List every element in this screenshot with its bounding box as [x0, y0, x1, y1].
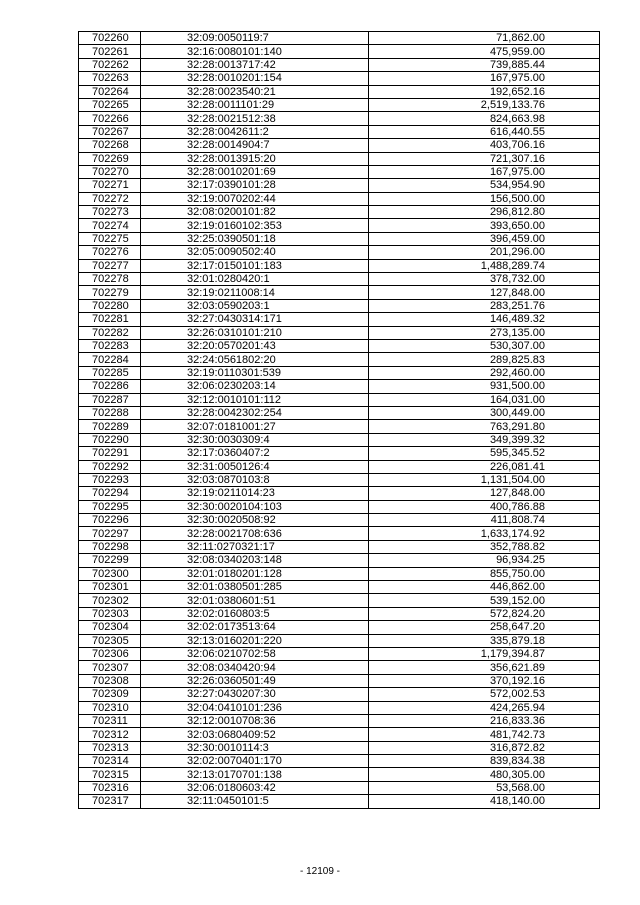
table-row [79, 755, 600, 768]
value-cell: 855,750.00 [369, 567, 600, 580]
row-id-cell: 702265 [79, 98, 141, 111]
value-cell: 283,251.76 [369, 299, 600, 312]
value-cell: 146,489.32 [369, 313, 600, 326]
row-id-cell: 702261 [79, 45, 141, 58]
value-cell: 226,081.41 [369, 460, 600, 473]
row-id-cell: 702307 [79, 661, 141, 674]
value-cell: 289,825.83 [369, 353, 600, 366]
row-id-cell: 702270 [79, 165, 141, 178]
cadastral-number-cell: 32:12:0010708:36 [141, 714, 369, 727]
value-cell: 1,633,174.92 [369, 527, 600, 540]
table-row [79, 393, 600, 406]
cadastral-number-cell: 32:30:0030309:4 [141, 433, 369, 446]
row-id-cell: 702297 [79, 527, 141, 540]
row-id-cell: 702268 [79, 139, 141, 152]
cadastral-number-cell: 32:08:0340203:148 [141, 554, 369, 567]
cadastral-number-cell: 32:28:0021512:38 [141, 112, 369, 125]
value-cell: 201,296.00 [369, 246, 600, 259]
table-row [79, 714, 600, 727]
row-id-cell: 702267 [79, 125, 141, 138]
table-row [79, 125, 600, 138]
value-cell: 481,742.73 [369, 728, 600, 741]
table-row [79, 219, 600, 232]
cadastral-number-cell: 32:02:0070401:170 [141, 755, 369, 768]
cadastral-number-cell: 32:19:0110301:539 [141, 366, 369, 379]
table-row [79, 420, 600, 433]
table-row [79, 460, 600, 473]
value-cell: 349,399.32 [369, 433, 600, 446]
value-cell: 411,808.74 [369, 514, 600, 527]
cadastral-number-cell: 32:20:0570201:43 [141, 339, 369, 352]
value-cell: 763,291.80 [369, 420, 600, 433]
value-cell: 258,647.20 [369, 621, 600, 634]
table-row [79, 634, 600, 647]
row-id-cell: 702313 [79, 741, 141, 754]
row-id-cell: 702288 [79, 406, 141, 419]
cadastral-number-cell: 32:11:0270321:17 [141, 540, 369, 553]
row-id-cell: 702272 [79, 192, 141, 205]
table-row [79, 313, 600, 326]
value-cell: 300,449.00 [369, 406, 600, 419]
row-id-cell: 702291 [79, 447, 141, 460]
row-id-cell: 702312 [79, 728, 141, 741]
cadastral-number-cell: 32:19:0070202:44 [141, 192, 369, 205]
table-row [79, 273, 600, 286]
row-id-cell: 702281 [79, 313, 141, 326]
data-table [78, 31, 600, 809]
value-cell: 475,959.00 [369, 45, 600, 58]
cadastral-number-cell: 32:28:0011101:29 [141, 98, 369, 111]
table-row [79, 768, 600, 781]
cadastral-number-cell: 32:03:0870103:8 [141, 473, 369, 486]
table-row [79, 259, 600, 272]
row-id-cell: 702266 [79, 112, 141, 125]
row-id-cell: 702283 [79, 339, 141, 352]
cadastral-number-cell: 32:06:0230203:14 [141, 380, 369, 393]
cadastral-number-cell: 32:03:0680409:52 [141, 728, 369, 741]
row-id-cell: 702260 [79, 32, 141, 45]
table-row [79, 179, 600, 192]
cadastral-number-cell: 32:31:0050126:4 [141, 460, 369, 473]
table-row [79, 32, 600, 45]
row-id-cell: 702276 [79, 246, 141, 259]
table-row [79, 674, 600, 687]
cadastral-number-cell: 32:19:0211008:14 [141, 286, 369, 299]
table-row [79, 607, 600, 620]
cadastral-number-cell: 32:26:0360501:49 [141, 674, 369, 687]
table-row [79, 581, 600, 594]
value-cell: 739,885.44 [369, 58, 600, 71]
row-id-cell: 702311 [79, 714, 141, 727]
table-row [79, 299, 600, 312]
cadastral-number-cell: 32:24:0561802:20 [141, 353, 369, 366]
cadastral-number-cell: 32:11:0450101:5 [141, 795, 369, 808]
row-id-cell: 702262 [79, 58, 141, 71]
value-cell: 53,568.00 [369, 781, 600, 794]
cadastral-number-cell: 32:30:0020508:92 [141, 514, 369, 527]
table-row [79, 72, 600, 85]
value-cell: 1,179,394.87 [369, 647, 600, 660]
cadastral-number-cell: 32:28:0042611:2 [141, 125, 369, 138]
table-row [79, 246, 600, 259]
row-id-cell: 702284 [79, 353, 141, 366]
table-row [79, 139, 600, 152]
row-id-cell: 702306 [79, 647, 141, 660]
row-id-cell: 702294 [79, 487, 141, 500]
value-cell: 356,621.89 [369, 661, 600, 674]
value-cell: 534,954.90 [369, 179, 600, 192]
cadastral-number-cell: 32:01:0380601:51 [141, 594, 369, 607]
cadastral-number-cell: 32:12:0010101:112 [141, 393, 369, 406]
row-id-cell: 702274 [79, 219, 141, 232]
table-row [79, 447, 600, 460]
row-id-cell: 702301 [79, 581, 141, 594]
table-row [79, 98, 600, 111]
table-row [79, 728, 600, 741]
row-id-cell: 702299 [79, 554, 141, 567]
cadastral-number-cell: 32:30:0020104:103 [141, 500, 369, 513]
table-row [79, 45, 600, 58]
value-cell: 1,131,504.00 [369, 473, 600, 486]
value-cell: 71,862.00 [369, 32, 600, 45]
row-id-cell: 702280 [79, 299, 141, 312]
table-row [79, 647, 600, 660]
value-cell: 616,440.55 [369, 125, 600, 138]
table-row [79, 487, 600, 500]
table-row [79, 795, 600, 808]
cadastral-number-cell: 32:16:0080101:140 [141, 45, 369, 58]
value-cell: 352,788.82 [369, 540, 600, 553]
cadastral-number-cell: 32:08:0200101:82 [141, 206, 369, 219]
table-row [79, 112, 600, 125]
value-cell: 396,459.00 [369, 232, 600, 245]
row-id-cell: 702282 [79, 326, 141, 339]
cadastral-number-cell: 32:17:0390101:28 [141, 179, 369, 192]
table-row [79, 554, 600, 567]
value-cell: 572,002.53 [369, 688, 600, 701]
table-body [79, 32, 600, 809]
table-row [79, 500, 600, 513]
cadastral-number-cell: 32:05:0090502:40 [141, 246, 369, 259]
table-row [79, 594, 600, 607]
cadastral-number-cell: 32:28:0010201:69 [141, 165, 369, 178]
value-cell: 418,140.00 [369, 795, 600, 808]
row-id-cell: 702305 [79, 634, 141, 647]
table-row [79, 621, 600, 634]
cadastral-number-cell: 32:03:0590203:1 [141, 299, 369, 312]
value-cell: 167,975.00 [369, 72, 600, 85]
row-id-cell: 702303 [79, 607, 141, 620]
value-cell: 539,152.00 [369, 594, 600, 607]
value-cell: 273,135.00 [369, 326, 600, 339]
value-cell: 931,500.00 [369, 380, 600, 393]
cadastral-number-cell: 32:01:0280420:1 [141, 273, 369, 286]
cadastral-number-cell: 32:27:0430314:171 [141, 313, 369, 326]
value-cell: 292,460.00 [369, 366, 600, 379]
table-row [79, 58, 600, 71]
table-row [79, 152, 600, 165]
value-cell: 127,848.00 [369, 487, 600, 500]
value-cell: 296,812.80 [369, 206, 600, 219]
value-cell: 216,833.36 [369, 714, 600, 727]
value-cell: 530,307.00 [369, 339, 600, 352]
table-row [79, 567, 600, 580]
table-row [79, 406, 600, 419]
cadastral-number-cell: 32:13:0170701:138 [141, 768, 369, 781]
cadastral-number-cell: 32:28:0013717:42 [141, 58, 369, 71]
cadastral-number-cell: 32:02:0160803:5 [141, 607, 369, 620]
row-id-cell: 702289 [79, 420, 141, 433]
value-cell: 424,265.94 [369, 701, 600, 714]
cadastral-number-cell: 32:28:0042302:254 [141, 406, 369, 419]
cadastral-number-cell: 32:28:0023540:21 [141, 85, 369, 98]
table-row [79, 192, 600, 205]
cadastral-number-cell: 32:17:0360407:2 [141, 447, 369, 460]
row-id-cell: 702279 [79, 286, 141, 299]
row-id-cell: 702290 [79, 433, 141, 446]
cadastral-number-cell: 32:04:0410101:236 [141, 701, 369, 714]
row-id-cell: 702285 [79, 366, 141, 379]
value-cell: 164,031.00 [369, 393, 600, 406]
row-id-cell: 702314 [79, 755, 141, 768]
table-row [79, 540, 600, 553]
cadastral-number-cell: 32:19:0160102:353 [141, 219, 369, 232]
table-row [79, 781, 600, 794]
row-id-cell: 702302 [79, 594, 141, 607]
row-id-cell: 702293 [79, 473, 141, 486]
cadastral-number-cell: 32:17:0150101:183 [141, 259, 369, 272]
value-cell: 335,879.18 [369, 634, 600, 647]
value-cell: 167,975.00 [369, 165, 600, 178]
cadastral-number-cell: 32:28:0021708:636 [141, 527, 369, 540]
value-cell: 400,786.88 [369, 500, 600, 513]
cadastral-number-cell: 32:02:0173513:64 [141, 621, 369, 634]
value-cell: 1,488,289.74 [369, 259, 600, 272]
cadastral-number-cell: 32:30:0010114:3 [141, 741, 369, 754]
table-row [79, 353, 600, 366]
row-id-cell: 702287 [79, 393, 141, 406]
row-id-cell: 702300 [79, 567, 141, 580]
row-id-cell: 702296 [79, 514, 141, 527]
value-cell: 96,934.25 [369, 554, 600, 567]
row-id-cell: 702273 [79, 206, 141, 219]
cadastral-number-cell: 32:01:0180201:128 [141, 567, 369, 580]
row-id-cell: 702316 [79, 781, 141, 794]
value-cell: 595,345.52 [369, 447, 600, 460]
row-id-cell: 702286 [79, 380, 141, 393]
table-row [79, 326, 600, 339]
row-id-cell: 702275 [79, 232, 141, 245]
cadastral-number-cell: 32:25:0390501:18 [141, 232, 369, 245]
table-row [79, 741, 600, 754]
cadastral-number-cell: 32:06:0210702:58 [141, 647, 369, 660]
cadastral-number-cell: 32:27:0430207:30 [141, 688, 369, 701]
row-id-cell: 702308 [79, 674, 141, 687]
cadastral-number-cell: 32:28:0010201:154 [141, 72, 369, 85]
table-row [79, 661, 600, 674]
table-row [79, 286, 600, 299]
value-cell: 378,732.00 [369, 273, 600, 286]
value-cell: 156,500.00 [369, 192, 600, 205]
row-id-cell: 702269 [79, 152, 141, 165]
value-cell: 824,663.98 [369, 112, 600, 125]
row-id-cell: 702277 [79, 259, 141, 272]
row-id-cell: 702278 [79, 273, 141, 286]
value-cell: 316,872.82 [369, 741, 600, 754]
table-row [79, 339, 600, 352]
table-row [79, 366, 600, 379]
cadastral-number-cell: 32:28:0014904:7 [141, 139, 369, 152]
cadastral-number-cell: 32:08:0340420:94 [141, 661, 369, 674]
row-id-cell: 702264 [79, 85, 141, 98]
cadastral-number-cell: 32:07:0181001:27 [141, 420, 369, 433]
value-cell: 480,305.00 [369, 768, 600, 781]
table-row [79, 701, 600, 714]
cadastral-number-cell: 32:09:0050119:7 [141, 32, 369, 45]
value-cell: 2,519,133.76 [369, 98, 600, 111]
table-row [79, 688, 600, 701]
value-cell: 127,848.00 [369, 286, 600, 299]
page-number: - 12109 - [299, 866, 341, 877]
value-cell: 839,834.38 [369, 755, 600, 768]
cadastral-number-cell: 32:26:0310101:210 [141, 326, 369, 339]
row-id-cell: 702271 [79, 179, 141, 192]
cadastral-number-cell: 32:06:0180603:42 [141, 781, 369, 794]
value-cell: 192,652.16 [369, 85, 600, 98]
value-cell: 403,706.16 [369, 139, 600, 152]
table-row [79, 473, 600, 486]
table-row [79, 433, 600, 446]
table-row [79, 206, 600, 219]
cadastral-number-cell: 32:19:0211014:23 [141, 487, 369, 500]
table-row [79, 527, 600, 540]
row-id-cell: 702304 [79, 621, 141, 634]
value-cell: 370,192.16 [369, 674, 600, 687]
row-id-cell: 702315 [79, 768, 141, 781]
row-id-cell: 702310 [79, 701, 141, 714]
row-id-cell: 702309 [79, 688, 141, 701]
table-row [79, 165, 600, 178]
table-row [79, 514, 600, 527]
value-cell: 721,307.16 [369, 152, 600, 165]
cadastral-number-cell: 32:28:0013915:20 [141, 152, 369, 165]
row-id-cell: 702295 [79, 500, 141, 513]
table-row [79, 380, 600, 393]
row-id-cell: 702292 [79, 460, 141, 473]
row-id-cell: 702263 [79, 72, 141, 85]
row-id-cell: 702317 [79, 795, 141, 808]
cadastral-number-cell: 32:13:0160201:220 [141, 634, 369, 647]
table-row [79, 232, 600, 245]
value-cell: 446,862.00 [369, 581, 600, 594]
cadastral-number-cell: 32:01:0380501:285 [141, 581, 369, 594]
value-cell: 393,650.00 [369, 219, 600, 232]
value-cell: 572,824.20 [369, 607, 600, 620]
row-id-cell: 702298 [79, 540, 141, 553]
table-row [79, 85, 600, 98]
